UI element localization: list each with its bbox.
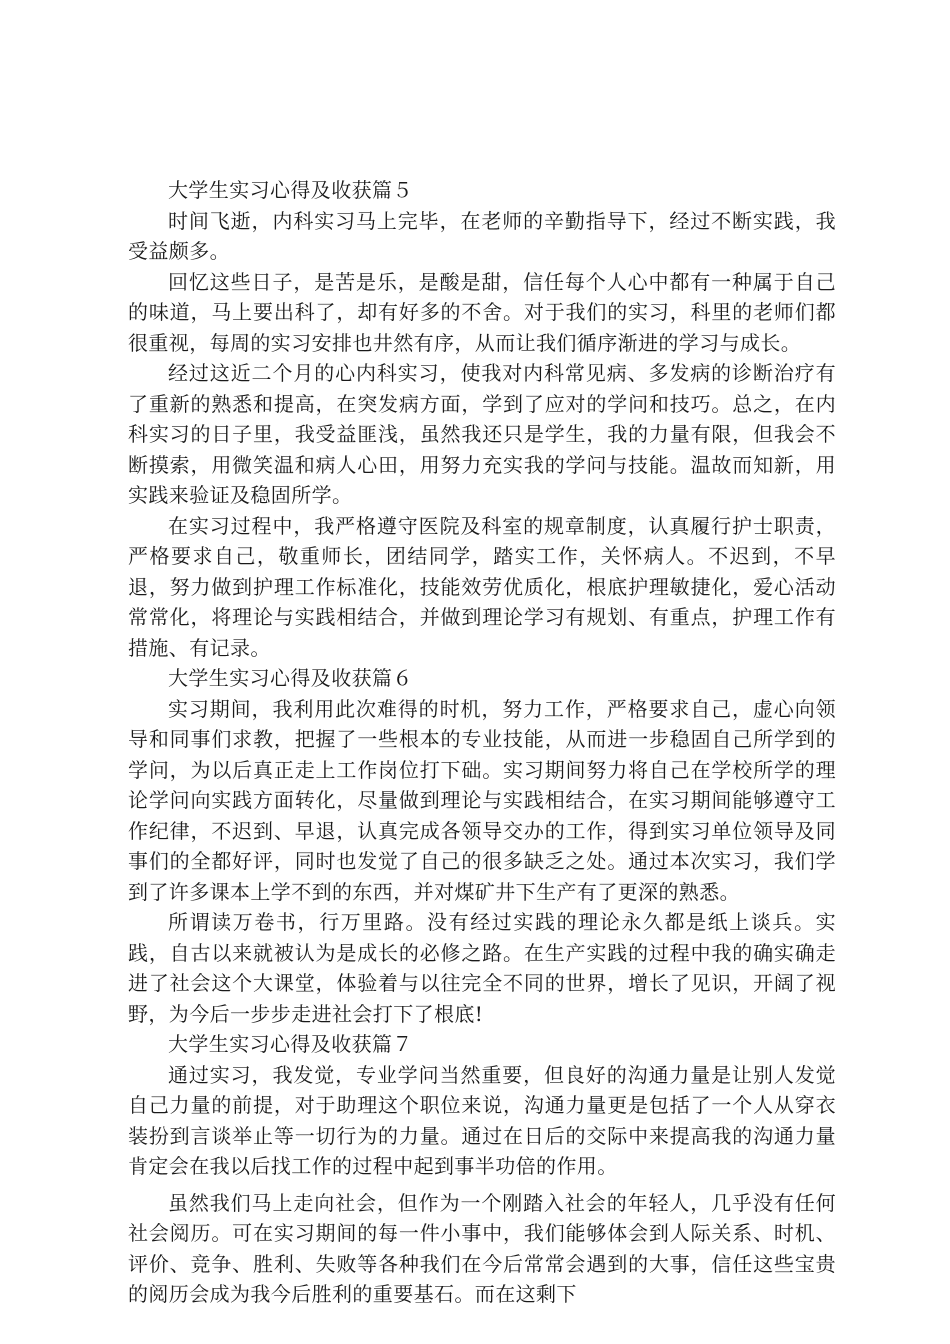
paragraph: 经过这近二个月的心内科实习，使我对内科常见病、多发病的诊断治疗有了重新的熟悉和提高，在突发病方面，学到了应对的学问和技巧。总之，在内科实习的日子里，我受益匪浅，虽然我还只是学生，我的力量有限，但我会不断摸索，用微笑温和病人心田，用努力充实我的学问与技能。温故而知新，用实践来验证及稳固所学。 — [128, 361, 836, 507]
paragraph: 通过实习，我发觉，专业学问当然重要，但良好的沟通力量是让别人发觉自己力量的前提，对于助理这个职位来说，沟通力量更是包括了一个人从穿衣装扮到言谈举止等一切行为的力量。通过在日后的交际中来提高我的沟通力量肯定会在我以后找工作的过程中起到事半功倍的作用。 — [128, 1062, 836, 1178]
paragraph: 虽然我们马上走向社会，但作为一个刚踏入社会的年轻人，几乎没有任何社会阅历。可在实习期间的每一件小事中，我们能够体会到人际关系、时机、评价、竞争、胜利、失败等各种我们在今后常常会遇到的大事，信任这些宝贵的阅历会成为我今后胜利的重要基石。而在这剩下 — [128, 1190, 836, 1306]
paragraph: 实习期间，我利用此次难得的时机，努力工作，严格要求自己，虚心向领导和同事们求教，把握了一些根本的专业技能，从而进一步稳固自己所学到的学问，为以后真正走上工作岗位打下础。实习期间努力将自己在学校所学的理论学问向实践方面转化，尽量做到理论与实践相结合，在实习期间能够遵守工作纪律，不迟到、早退，认真完成各领导交办的工作，得到实习单位领导及同事们的全都好评，同时也发觉了自己的很多缺乏之处。通过本次实习，我们学到了许多课本上学不到的东西，并对煤矿井下生产有了更深的熟悉。 — [128, 696, 836, 904]
paragraph: 时间飞逝，内科实习马上完毕，在老师的辛勤指导下，经过不断实践，我受益颇多。 — [128, 208, 836, 263]
paragraph: 在实习过程中，我严格遵守医院及科室的规章制度，认真履行护士职责，严格要求自己，敬重师长，团结同学，踏实工作，关怀病人。不迟到，不早退，努力做到护理工作标准化，技能效劳优质化，根底护理敏捷化，爱心活动常常化，将理论与实践相结合，并做到理论学习有规划、有重点，护理工作有措施、有记录。 — [128, 513, 836, 660]
document-body — [128, 175, 836, 1310]
section-heading-7: 大学生实习心得及收获篇７ — [168, 1032, 413, 1056]
paragraph: 所谓读万卷书，行万里路。没有经过实践的理论永久都是纸上谈兵。实践，自古以来就被认为是成长的必修之路。在生产实践的过程中我的确实确走进了社会这个大课堂，体验着与以往完全不同的世界，增长了见识，开阔了视野，为今后一步步走进社会打下了根底! — [128, 910, 836, 1026]
section-heading-6: 大学生实习心得及收获篇６ — [168, 666, 413, 690]
paragraph: 回忆这些日子，是苦是乐，是酸是甜，信任每个人心中都有一种属于自己的味道，马上要出科了，却有好多的不舍。对于我们的实习，科里的老师们都很重视，每周的实习安排也井然有序，从而让我们循序渐进的学习与成长。 — [128, 269, 836, 355]
section-heading-5: 大学生实习心得及收获篇５ — [168, 178, 413, 202]
